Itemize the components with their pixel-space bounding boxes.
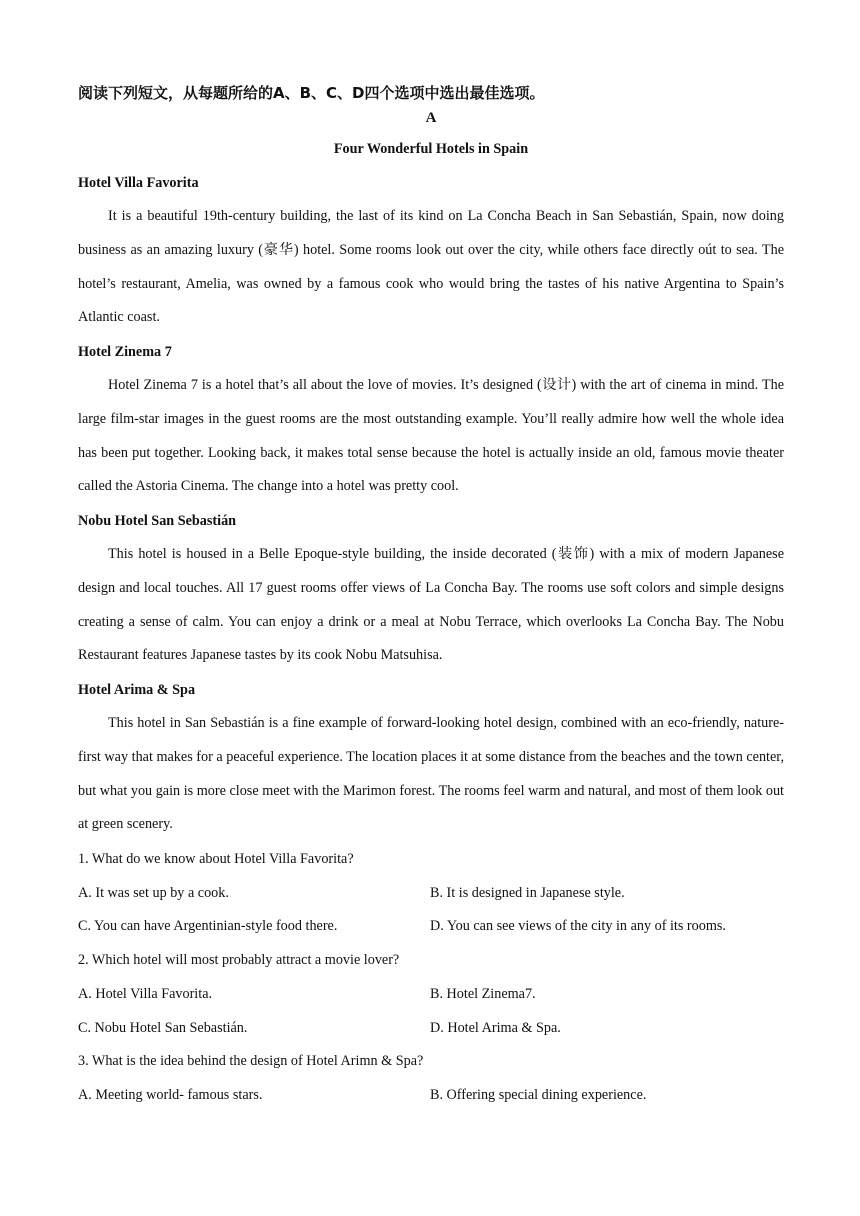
question-1-stem: 1. What do we know about Hotel Villa Favorita? [78,851,354,867]
question-1-option-c: C. You can have Argentinian-style food there. [78,918,338,934]
instruction-text: 阅读下列短文，从每题所给的A、B、C、D四个选项中选出最佳选项。 [78,84,545,102]
section-letter: A [425,110,437,126]
hotel-description-arima-spa: This hotel in San Sebastián is a fine example of forward-looking hotel design, combined with an eco-friendly, nature-first way that makes for a peaceful experience. The location places it at some distance from the beaches and the town center, but what you gain is more close meet with the Marimon forest. The rooms feel warm and natural, and most of them look out at green scenery. [78,715,784,833]
question-1-option-b: B. It is designed in Japanese style. [430,885,625,901]
question-2-option-a: A. Hotel Villa Favorita. [78,986,213,1002]
question-2-stem: 2. Which hotel will most probably attract a movie lover? [78,952,400,968]
hotel-description-villa-favorita: It is a beautiful 19th-century building, the last of its kind on La Concha Beach in San Sebastián, Spain, now doing business as an amazing luxury (豪华) hotel. Some rooms look out over the city, while others face directly oút to sea. The hotel’s restaurant, Amelia, was owned by a famous cook who would bring the tastes of his native Argentina to Spain’s Atlantic coast. [78,208,784,326]
hotel-name-arima-spa: Hotel Arima & Spa [78,682,196,698]
hotel-name-villa-favorita: Hotel Villa Favorita [78,175,199,191]
question-2-option-b: B. Hotel Zinema7. [430,986,536,1002]
passage-title: Four Wonderful Hotels in Spain [333,141,529,157]
question-3-option-a: A. Meeting world- famous stars. [78,1087,263,1103]
question-2-option-c: C. Nobu Hotel San Sebastián. [78,1020,248,1036]
hotel-description-nobu: This hotel is housed in a Belle Epoque-style building, the inside decorated (装饰) with a mix of modern Japanese design and local touches. All 17 guest rooms offer views of La Concha Bay. The rooms use soft colors and simple designs creating a sense of calm. You can enjoy a drink or a meal at Nobu Terrace, which overlooks La Concha Bay. The Nobu Restaurant features Japanese tastes by its cook Nobu Matsuhisa. [78,546,784,664]
question-1-option-a: A. It was set up by a cook. [78,885,229,901]
question-3-option-b: B. Offering special dining experience. [430,1087,647,1103]
hotel-name-zinema-7: Hotel Zinema 7 [78,344,172,360]
question-3-stem: 3. What is the idea behind the design of Hotel Arimn & Spa? [78,1053,424,1069]
hotel-description-zinema-7: Hotel Zinema 7 is a hotel that’s all about the love of movies. It’s designed (设计) with the art of cinema in mind. The large film-star images in the guest rooms are the most outstanding example. You’ll really admire how well the whole idea has been put together. Looking back, it makes total sense because the hotel is actually inside an old, famous movie theater called the Astoria Cinema. The change into a hotel was pretty cool. [78,377,784,495]
question-2-option-d: D. Hotel Arima & Spa. [430,1020,561,1036]
hotel-name-nobu: Nobu Hotel San Sebastián [78,513,237,529]
question-1-option-d: D. You can see views of the city in any of its rooms. [430,918,726,934]
